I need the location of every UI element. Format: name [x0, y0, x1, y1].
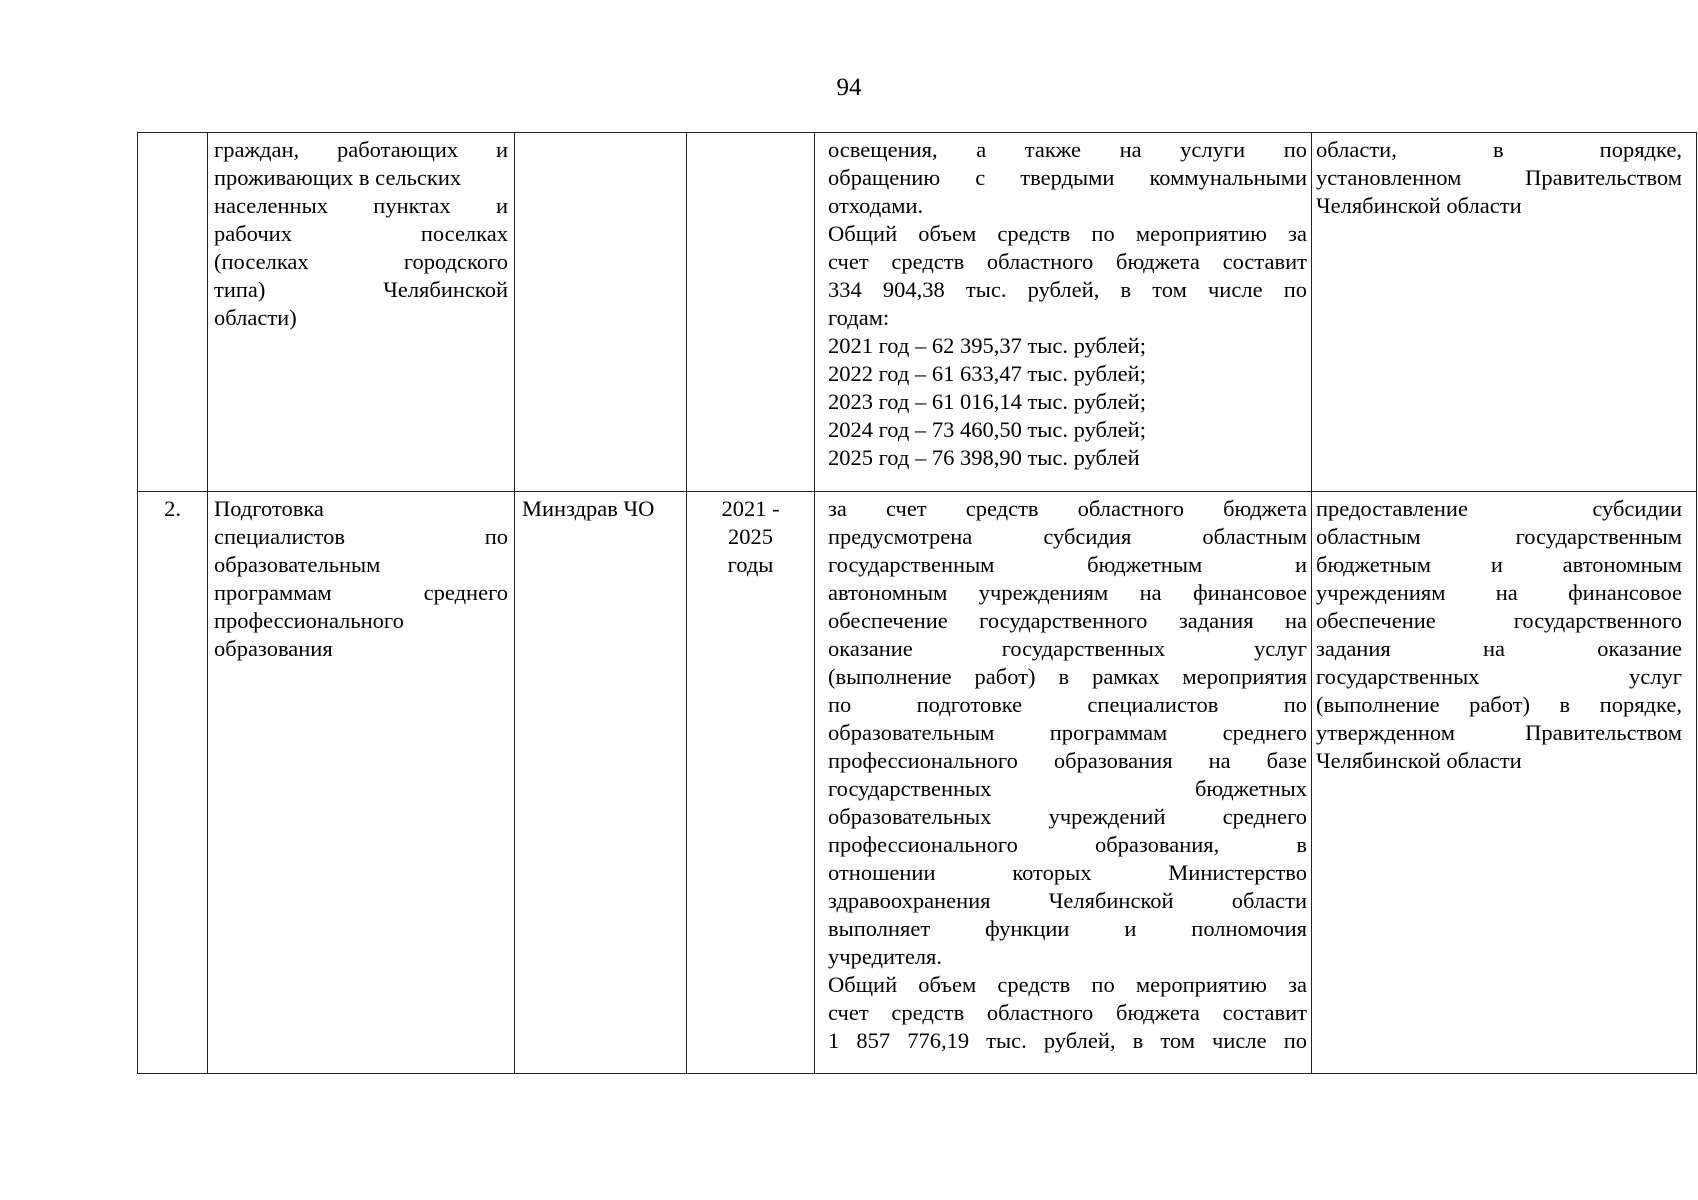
- description-line: по подготовке специалистов по: [828, 692, 1307, 717]
- period-line: годы: [727, 552, 774, 577]
- description-line: 2022 год – 61 633,47 тыс. рублей;: [828, 361, 1146, 386]
- description-line: оказание государственных услуг: [828, 636, 1307, 661]
- description-line: 334 904,38 тыс. рублей, в том числе по: [828, 277, 1307, 302]
- mechanism-line: утвержденном Правительством: [1316, 720, 1682, 745]
- description-line: государственным бюджетным и: [828, 552, 1307, 577]
- description-line: 2023 год – 61 016,14 тыс. рублей;: [828, 389, 1146, 414]
- measure-name-line: специалистов по: [214, 524, 508, 549]
- description-line: выполняет функции и полномочия: [828, 916, 1307, 941]
- description-line: (выполнение работ) в рамках мероприятия: [828, 664, 1307, 689]
- mechanism-cell: [1312, 133, 1697, 492]
- mechanism-line: бюджетным и автономным: [1316, 552, 1682, 577]
- description-line: профессионального образования, в: [828, 832, 1307, 857]
- description-cell: [815, 133, 1312, 492]
- mechanism-line: учреждениям на финансовое: [1316, 580, 1682, 605]
- description-line: счет средств областного бюджета составит: [828, 249, 1307, 274]
- measure-name-cell: [208, 492, 515, 1074]
- mechanism-line: области, в порядке,: [1316, 137, 1682, 162]
- description-line: профессионального образования на базе: [828, 748, 1307, 773]
- description-line: Общий объем средств по мероприятию за: [828, 221, 1307, 246]
- measure-name-cell: [208, 133, 515, 492]
- measure-name-line: (поселках городского: [214, 249, 508, 274]
- measure-name-line: населенных пунктах и: [214, 193, 508, 218]
- description-line: Общий объем средств по мероприятию за: [828, 972, 1307, 997]
- measure-name-line: типа) Челябинской: [214, 277, 508, 302]
- description-line: годам:: [828, 305, 890, 330]
- description-line: государственных бюджетных: [828, 776, 1307, 801]
- description-line: отходами.: [828, 193, 924, 218]
- period-line: 2025: [728, 524, 773, 549]
- executor-cell: Минздрав ЧО: [515, 492, 687, 1074]
- mechanism-line: (выполнение работ) в порядке,: [1316, 692, 1682, 717]
- mechanism-line: обеспечение государственного: [1316, 608, 1682, 633]
- period-line: 2021 -: [721, 496, 780, 521]
- description-line: 2024 год – 73 460,50 тыс. рублей;: [828, 417, 1146, 442]
- measures-table: [137, 132, 1697, 1074]
- mechanism-line: государственных услуг: [1316, 664, 1682, 689]
- row-number-cell: 2.: [138, 492, 208, 1074]
- mechanism-line: предоставление субсидии: [1316, 496, 1682, 521]
- description-line: 2021 год – 62 395,37 тыс. рублей;: [828, 333, 1146, 358]
- description-line: отношении которых Министерство: [828, 860, 1307, 885]
- mechanism-line: установленном Правительством: [1316, 165, 1682, 190]
- description-line: счет средств областного бюджета составит: [828, 1000, 1307, 1025]
- description-line: автономным учреждениям на финансовое: [828, 580, 1307, 605]
- measure-name-line: Подготовка: [214, 496, 324, 521]
- mechanism-line: задания на оказание: [1316, 636, 1682, 661]
- executor-cell: [515, 133, 687, 492]
- mechanism-line: областным государственным: [1316, 524, 1682, 549]
- description-line: обращению с твердыми коммунальными: [828, 165, 1307, 190]
- mechanism-cell: [1312, 492, 1697, 1074]
- measure-name-line: проживающих в сельских: [214, 165, 462, 190]
- description-line: 2025 год – 76 398,90 тыс. рублей: [828, 445, 1140, 470]
- description-line: предусмотрена субсидия областным: [828, 524, 1307, 549]
- measure-name-line: программам среднего: [214, 580, 508, 605]
- measure-name-line: образовательным: [214, 552, 381, 577]
- measure-name-line: образования: [214, 636, 333, 661]
- description-line: образовательных учреждений среднего: [828, 804, 1307, 829]
- description-line: учредителя.: [828, 944, 943, 969]
- table-row: [138, 492, 1697, 1074]
- description-line: за счет средств областного бюджета: [828, 496, 1307, 521]
- measure-name-line: профессионального: [214, 608, 404, 633]
- description-line: здравоохранения Челябинской области: [828, 888, 1307, 913]
- measure-name-line: области): [214, 305, 297, 330]
- description-line: освещения, а также на услуги по: [828, 137, 1307, 162]
- mechanism-line: Челябинской области: [1316, 193, 1522, 218]
- row-number-cell: [138, 133, 208, 492]
- description-line: 1 857 776,19 тыс. рублей, в том числе по: [828, 1028, 1307, 1053]
- period-cell: [687, 133, 815, 492]
- description-line: обеспечение государственного задания на: [828, 608, 1307, 633]
- measure-name-line: рабочих поселках: [214, 221, 508, 246]
- page-number: 94: [836, 74, 862, 101]
- description-line: образовательным программам среднего: [828, 720, 1307, 745]
- mechanism-line: Челябинской области: [1316, 748, 1522, 773]
- table-row: [138, 133, 1697, 492]
- measure-name-line: граждан, работающих и: [214, 137, 508, 162]
- period-cell: [687, 492, 815, 1074]
- description-cell: [815, 492, 1312, 1074]
